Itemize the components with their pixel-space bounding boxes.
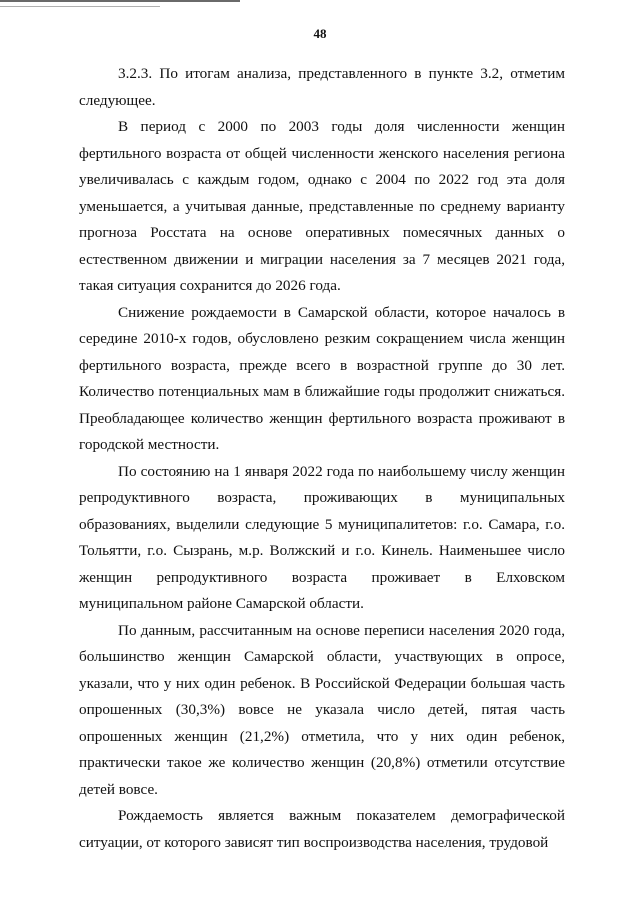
paragraph-census-2020: По данным, рассчитанным на основе переписи населения 2020 года, большинство женщин Самарской области, участвующих в опросе, указали, что у них один ребенок. В Российской Федерации большая часть опрошенных (30,3%) вовсе не указала число детей, пятая часть опрошенных женщин (21,2%) отметила, что у них один ребенок, практически такое же количество женщин (20,8%) отметили отсутствие детей вовсе. <box>79 621 565 798</box>
paragraph-section-3-2-3: 3.2.3. По итогам анализа, представленного в пункте 3.2, отметим следующее. <box>79 65 565 109</box>
paragraph-birth-decline: Снижение рождаемости в Самарской области, которое началось в середине 2010-х годов, обусловлено резким сокращением числа женщин фертильного возраста, прежде всего в возрастной группе до 30 лет. Количество потенциальных мам в ближайшие годы продолжит снижаться. Преобладающее количество женщин фертильного возраста проживают в городской местности. <box>79 303 565 453</box>
paragraph-municipalities: По состоянию на 1 января 2022 года по наибольшему числу женщин репродуктивного возраста, проживающих в муниципальных образованиях, выделили следующие 5 муниципалитетов: г.о. Самара, г.о. Тольятти, г.о. Сызрань, м.р. Волжский и г.о. Кинель. Наименьшее число женщин репродуктивного возраста проживает в Елховском муниципальном районе Самарской области. <box>79 462 565 612</box>
page-number: 48 <box>313 26 327 41</box>
document-body <box>79 61 565 856</box>
scan-edge-line-faint <box>0 6 160 7</box>
paragraph-fertility-indicator: Рождаемость является важным показателем демографической ситуации, от которого зависят тип воспроизводства населения, трудовой <box>79 807 565 851</box>
paragraph-fertile-share: В период с 2000 по 2003 годы доля численности женщин фертильного возраста от общей численности женского населения региона увеличивалась с каждым годом, однако с 2004 по 2022 год эта доля уменьшается, а учитывая данные, представленные по среднему варианту прогноза Росстата на основе оперативных помесячных данных о естественном движении и миграции населения за 7 месяцев 2021 года, такая ситуация сохранится до 2026 года. <box>79 118 565 294</box>
scan-edge-line <box>0 0 240 2</box>
